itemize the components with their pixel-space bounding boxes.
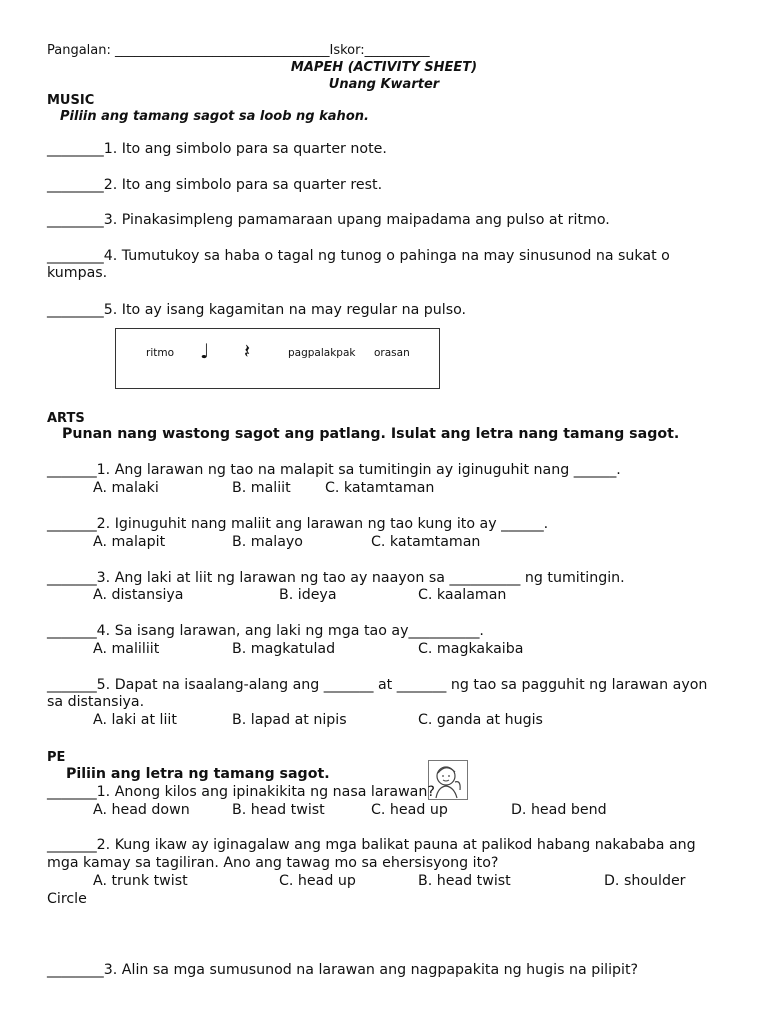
arts-q4-option-c: C. magkakaiba (418, 641, 524, 657)
pe-question-3: ________3. Alin sa mga sumusunod na larawan ang nagpapakita ng hugis na pilipit? (47, 962, 639, 978)
arts-q5-option-c: C. ganda at hugis (418, 712, 543, 728)
arts-q2-option-b: B. malayo (232, 534, 303, 550)
pe-q1-option-c: C. head up (371, 802, 448, 818)
arts-heading: ARTS (47, 411, 85, 426)
arts-q4-option-b: B. magkatulad (232, 641, 336, 657)
pe-q2-option-b: B. head twist (418, 873, 511, 889)
pe-q1-option-a: A. head down (93, 802, 190, 818)
arts-question-4: _______4. Sa isang larawan, ang laki ng mga tao ay__________. (47, 623, 484, 639)
pe-question-2: _______2. Kung ikaw ay iginagalaw ang mga balikat pauna at palikod habang nakababa ang (47, 837, 696, 853)
pe-q1-option-d: D. head bend (511, 802, 607, 818)
choice-pagpalakpak: pagpalakpak (288, 347, 356, 359)
music-question-2: ________2. Ito ang simbolo para sa quarter rest. (47, 177, 383, 193)
pe-heading: PE (47, 750, 66, 765)
pe-instruction: Piliin ang letra ng tamang sagot. (66, 766, 330, 782)
quarter-rest-icon: 𝄽 (244, 339, 251, 363)
music-question-1: ________1. Ito ang simbolo para sa quarter note. (47, 141, 387, 157)
arts-q3-option-b: B. ideya (279, 587, 337, 603)
arts-q1-option-c: C. katamtaman (325, 480, 435, 496)
arts-question-5: _______5. Dapat na isaalang-alang ang _______ at _______ ng tao sa pagguhit ng larawan ayon (47, 677, 708, 693)
music-instruction: Piliin ang tamang sagot sa loob ng kahon. (60, 109, 369, 124)
pe-question-2-cont: mga kamay sa tagiliran. Ano ang tawag mo sa ehersisyong ito? (47, 855, 499, 871)
music-heading: MUSIC (47, 93, 95, 108)
name-score-line: Pangalan: _________________________________Iskor:__________ (47, 43, 430, 58)
choice-ritmo: ritmo (146, 347, 175, 359)
page-title: MAPEH (ACTIVITY SHEET) (290, 60, 478, 75)
pe-question-1: _______1. Anong kilos ang ipinakikita ng nasa larawan? (47, 784, 435, 800)
arts-q4-option-a: A. maliliit (93, 641, 160, 657)
pe-q1-option-b: B. head twist (232, 802, 325, 818)
arts-q1-option-b: B. maliit (232, 480, 291, 496)
arts-q5-option-a: A. laki at liit (93, 712, 177, 728)
arts-instruction: Punan nang wastong sagot ang patlang. Isulat ang letra nang tamang sagot. (62, 426, 680, 442)
arts-q3-option-c: C. kaalaman (418, 587, 507, 603)
arts-question-5-cont: sa distansiya. (47, 694, 145, 710)
pe-q2-option-a: A. trunk twist (93, 873, 188, 889)
pe-q2-option-d: D. shoulder (604, 873, 686, 889)
music-question-3: ________3. Pinakasimpleng pamamaraan upang maipadama ang pulso at ritmo. (47, 212, 610, 228)
arts-q1-option-a: A. malaki (93, 480, 159, 496)
arts-q5-option-b: B. lapad at nipis (232, 712, 347, 728)
quarter-note-icon: ♩ (200, 339, 210, 363)
pe-q2-option-d-cont: Circle (47, 891, 87, 907)
page-subtitle: Unang Kwarter (328, 77, 440, 92)
arts-question-1: _______1. Ang larawan ng tao na malapit sa tumitingin ay iginuguhit nang ______. (47, 462, 621, 478)
choice-orasan: orasan (374, 347, 410, 359)
pe-q2-option-c: C. head up (279, 873, 356, 889)
arts-question-2: _______2. Iginuguhit nang maliit ang larawan ng tao kung ito ay ______. (47, 516, 549, 532)
music-question-4: ________4. Tumutukoy sa haba o tagal ng tunog o pahinga na may sinusunod na sukat o (47, 248, 670, 264)
arts-question-3: _______3. Ang laki at liit ng larawan ng tao ay naayon sa __________ ng tumitingin. (47, 570, 625, 586)
music-question-4-cont: kumpas. (47, 265, 108, 281)
music-question-5: ________5. Ito ay isang kagamitan na may regular na pulso. (47, 302, 467, 318)
arts-q2-option-a: A. malapit (93, 534, 166, 550)
arts-q3-option-a: A. distansiya (93, 587, 184, 603)
arts-q2-option-c: C. katamtaman (371, 534, 481, 550)
music-choices-box (115, 328, 440, 389)
